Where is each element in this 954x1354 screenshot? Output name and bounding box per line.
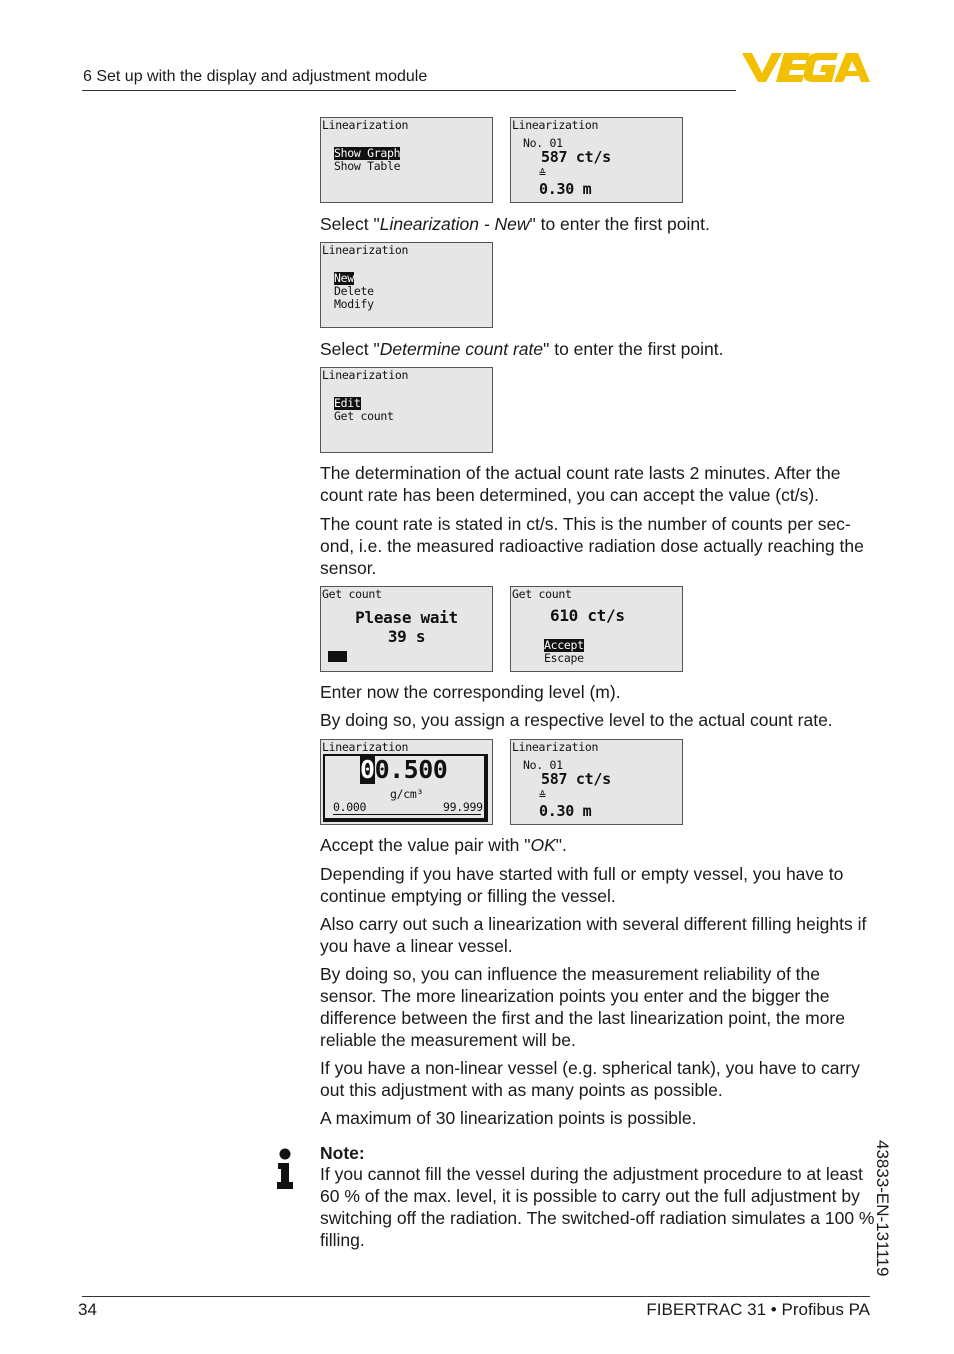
wait-seconds: 39 s <box>387 627 426 646</box>
range-scale <box>333 814 481 815</box>
product-name: FIBERTRAC 31 • Profibus PA <box>646 1300 870 1319</box>
display-get-count-result <box>510 586 683 672</box>
menu-item-modify[interactable]: Modify <box>334 297 374 311</box>
range-min: 0.000 <box>333 800 367 814</box>
paragraph-assign-level: By doing so, you assign a respective level to the actual count rate. <box>320 710 833 730</box>
menu-item-get-count[interactable]: Get count <box>334 409 394 423</box>
point-number: No. 01 <box>523 758 563 772</box>
display-title: Linearization <box>512 118 599 132</box>
display-level-editor <box>320 739 493 825</box>
note-title: Note: <box>320 1143 365 1163</box>
paragraph-count-rate-definition: The count rate is stated in ct/s. This is the number of counts per sec-ond, i.e. the measured radioactive radiation dose actually reaching the sensor. <box>320 514 864 578</box>
equivalence-symbol: ≙ <box>539 788 546 802</box>
menu-item-escape[interactable]: Escape <box>544 651 584 665</box>
paragraph-count-duration: The determination of the actual count rate lasts 2 minutes. After the count rate has been determined, you can accept the value (ct/s). <box>320 463 841 505</box>
note-body: If you cannot fill the vessel during the adjustment procedure to at least 60 % of the max. level, it is possible to carry out the full adjustment by switching off the radiation. The switched-off radiation simulates a 100 % filling. <box>320 1164 875 1250</box>
paragraph-max-points: A maximum of 30 linearization points is possible. <box>320 1108 697 1128</box>
menu-item-new[interactable]: New <box>334 271 354 285</box>
measured-count-rate: 610 ct/s <box>550 606 625 625</box>
paragraph-reliability: By doing so, you can influence the measurement reliability of the sensor. The more linearization points you enter and the bigger the difference between the first and the last linearization point, the more reliable the measurement will be. <box>320 964 845 1050</box>
page-number: 34 <box>78 1300 97 1319</box>
instruction-determine-count: Select "Determine count rate" to enter the first point. <box>320 339 724 359</box>
document-number: 43833-EN-131119 <box>873 1140 892 1277</box>
value-editor-number[interactable]: 00.500 <box>360 755 448 784</box>
display-title: Linearization <box>322 118 409 132</box>
paragraph-continue-vessel: Depending if you have started with full or empty vessel, you have to continue emptying or filling the vessel. <box>320 864 844 906</box>
count-rate-value: 587 ct/s <box>541 770 611 788</box>
point-number: No. 01 <box>523 136 563 150</box>
value-editor-frame <box>323 754 488 822</box>
wait-progress-bar <box>328 651 382 662</box>
display-linearization-point <box>510 117 683 203</box>
wait-progress-fill <box>328 651 347 662</box>
menu-item-show-graph[interactable]: Show Graph <box>334 146 401 160</box>
unit-label: g/cm³ <box>390 787 424 801</box>
display-get-count-wait <box>320 586 493 672</box>
display-title: Linearization <box>322 368 409 382</box>
display-linearization-menu <box>320 117 493 203</box>
footer-divider <box>82 1296 870 1297</box>
info-icon <box>274 1148 296 1195</box>
paragraph-nonlinear-vessel: If you have a non-linear vessel (e.g. spherical tank), you have to carry out this adjustment with as many points as possible. <box>320 1058 860 1100</box>
menu-item-edit[interactable]: Edit <box>334 396 361 410</box>
wait-message: Please wait <box>355 608 458 627</box>
range-max: 99.999 <box>443 800 483 814</box>
level-value: 0.30 m <box>539 802 592 820</box>
menu-item-delete[interactable]: Delete <box>334 284 374 298</box>
section-header: 6 Set up with the display and adjustment module <box>83 68 428 85</box>
paragraph-accept-ok: Accept the value pair with "OK". <box>320 835 567 855</box>
level-value: 0.30 m <box>539 180 592 198</box>
display-title: Get count <box>322 587 382 601</box>
count-rate-value: 587 ct/s <box>541 148 611 166</box>
header-divider <box>82 90 736 91</box>
display-linearization-point <box>510 739 683 825</box>
display-linearization-edit <box>320 367 493 453</box>
instruction-select-new: Select "Linearization - New" to enter the first point. <box>320 214 710 234</box>
vega-logo <box>740 50 872 89</box>
display-title: Linearization <box>322 243 409 257</box>
paragraph-linear-vessel: Also carry out such a linearization with several different filling heights if you have a linear vessel. <box>320 914 867 956</box>
equivalence-symbol: ≙ <box>539 166 546 180</box>
display-linearization-actions <box>320 242 493 328</box>
display-title: Get count <box>512 587 572 601</box>
display-title: Linearization <box>512 740 599 754</box>
menu-item-accept[interactable]: Accept <box>544 638 584 652</box>
edit-cursor-digit[interactable]: 0 <box>360 755 375 784</box>
menu-item-show-table[interactable]: Show Table <box>334 159 401 173</box>
display-title: Linearization <box>322 740 409 754</box>
paragraph-enter-level: Enter now the corresponding level (m). <box>320 682 621 702</box>
